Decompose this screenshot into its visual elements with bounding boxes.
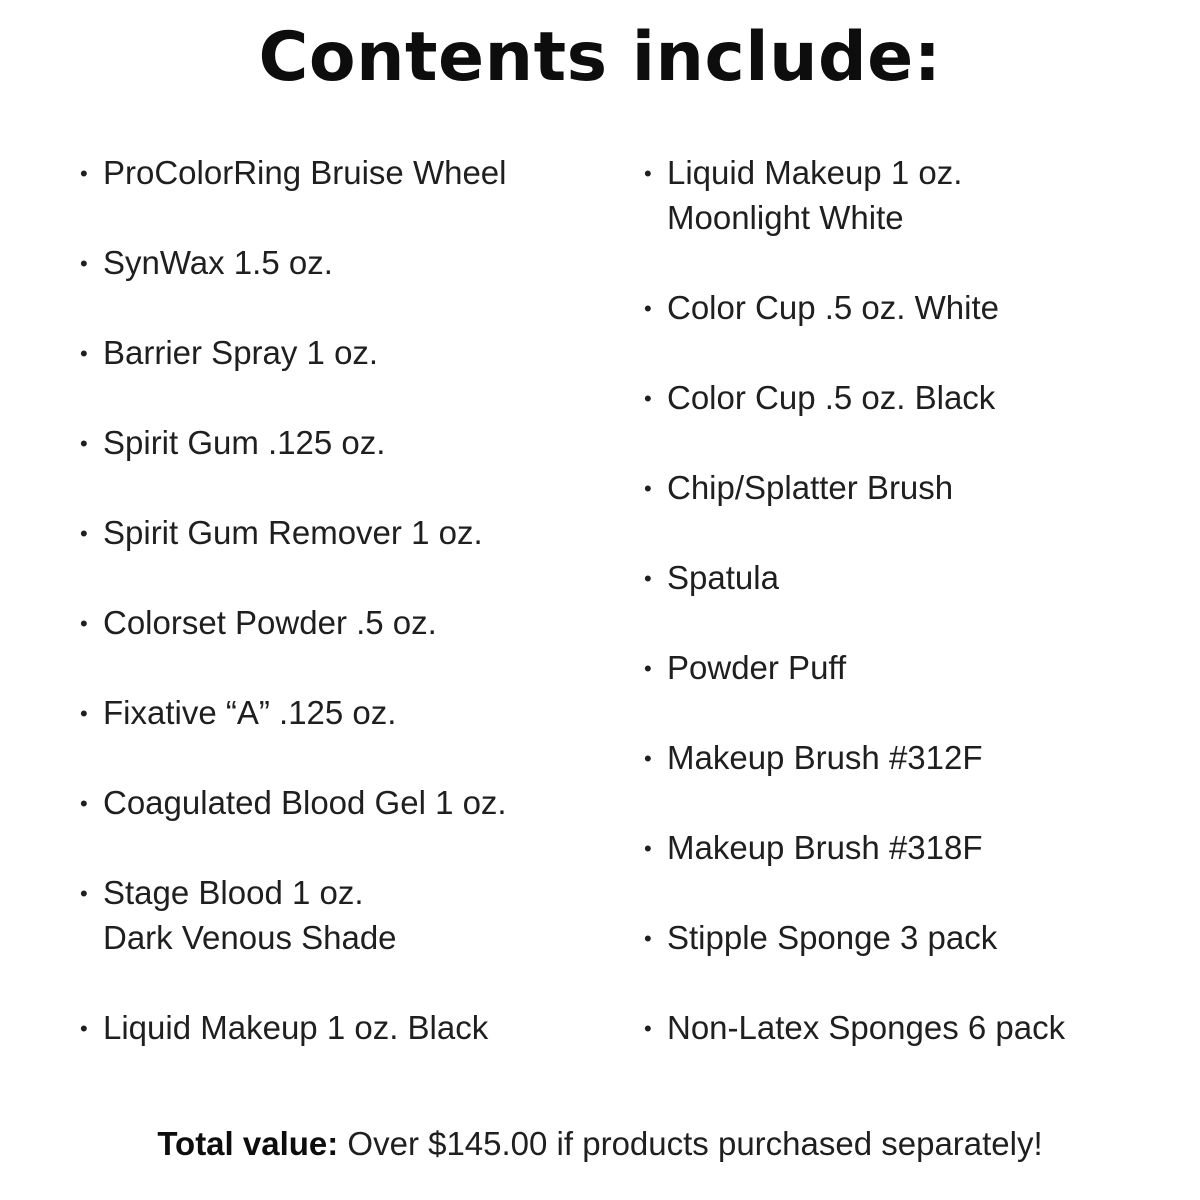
list-item-label: Stage Blood 1 oz.	[103, 874, 364, 911]
list-item	[80, 240, 620, 285]
list-item-label: Chip/Splatter Brush	[667, 469, 954, 506]
total-value-text: Over $145.00 if products purchased separately!	[338, 1125, 1043, 1162]
bullet-icon: •	[644, 386, 652, 411]
bullet-icon: •	[644, 746, 652, 771]
bullet-icon: •	[80, 431, 88, 456]
list-item-label: Colorset Powder .5 oz.	[103, 604, 437, 641]
list-item	[80, 420, 620, 465]
bullet-icon: •	[644, 161, 652, 186]
list-item-label: Barrier Spray 1 oz.	[103, 334, 379, 371]
list-item-label: Makeup Brush #318F	[667, 829, 983, 866]
bullet-icon: •	[80, 1016, 88, 1041]
list-item-label-continued: Moonlight White	[667, 199, 904, 236]
bullet-icon: •	[644, 1016, 652, 1041]
total-value-note	[0, 1120, 1200, 1168]
list-item	[80, 150, 620, 195]
bullet-icon: •	[644, 566, 652, 591]
list-item-label: Spirit Gum .125 oz.	[103, 424, 386, 461]
bullet-icon: •	[80, 701, 88, 726]
list-item	[644, 645, 1184, 690]
list-item	[644, 915, 1184, 960]
list-item-label: Liquid Makeup 1 oz.	[667, 154, 963, 191]
list-item-label: Spirit Gum Remover 1 oz.	[103, 514, 483, 551]
list-item	[80, 510, 620, 555]
list-item	[644, 375, 1184, 420]
list-item	[644, 150, 1184, 240]
bullet-icon: •	[644, 836, 652, 861]
list-item-label: Coagulated Blood Gel 1 oz.	[103, 784, 507, 821]
list-item-label: Liquid Makeup 1 oz. Black	[103, 1009, 489, 1046]
bullet-icon: •	[644, 296, 652, 321]
page-title: Contents include:	[258, 18, 942, 97]
list-item	[80, 780, 620, 825]
bullet-icon: •	[644, 656, 652, 681]
bullet-icon: •	[80, 881, 88, 906]
bullet-icon: •	[80, 341, 88, 366]
bullet-icon: •	[80, 251, 88, 276]
list-item	[80, 690, 620, 735]
list-item-label: Spatula	[667, 559, 779, 596]
total-value-label: Total value:	[157, 1125, 339, 1162]
list-item-label: Color Cup .5 oz. Black	[667, 379, 996, 416]
bullet-icon: •	[80, 161, 88, 186]
bullet-icon: •	[80, 611, 88, 636]
list-item	[644, 285, 1184, 330]
list-item	[80, 870, 620, 960]
bullet-icon: •	[80, 791, 88, 816]
bullet-icon: •	[644, 476, 652, 501]
list-item	[80, 600, 620, 645]
list-item	[644, 1005, 1184, 1050]
list-item	[80, 330, 620, 375]
contents-list-right	[644, 150, 1184, 1095]
list-item-label: ProColorRing Bruise Wheel	[103, 154, 507, 191]
list-item	[80, 1005, 620, 1050]
list-item-label-continued: Dark Venous Shade	[103, 919, 397, 956]
list-item	[644, 555, 1184, 600]
contents-list-left	[80, 150, 620, 1095]
list-item-label: Color Cup .5 oz. White	[667, 289, 999, 326]
bullet-icon: •	[80, 521, 88, 546]
bullet-icon: •	[644, 926, 652, 951]
list-item-label: Stipple Sponge 3 pack	[667, 919, 998, 956]
list-item-label: Fixative “A” .125 oz.	[103, 694, 397, 731]
list-item-label: Non-Latex Sponges 6 pack	[667, 1009, 1066, 1046]
list-item	[644, 825, 1184, 870]
list-item-label: SynWax 1.5 oz.	[103, 244, 333, 281]
list-item	[644, 465, 1184, 510]
list-item-label: Powder Puff	[667, 649, 847, 686]
list-item-label: Makeup Brush #312F	[667, 739, 983, 776]
list-item	[644, 735, 1184, 780]
